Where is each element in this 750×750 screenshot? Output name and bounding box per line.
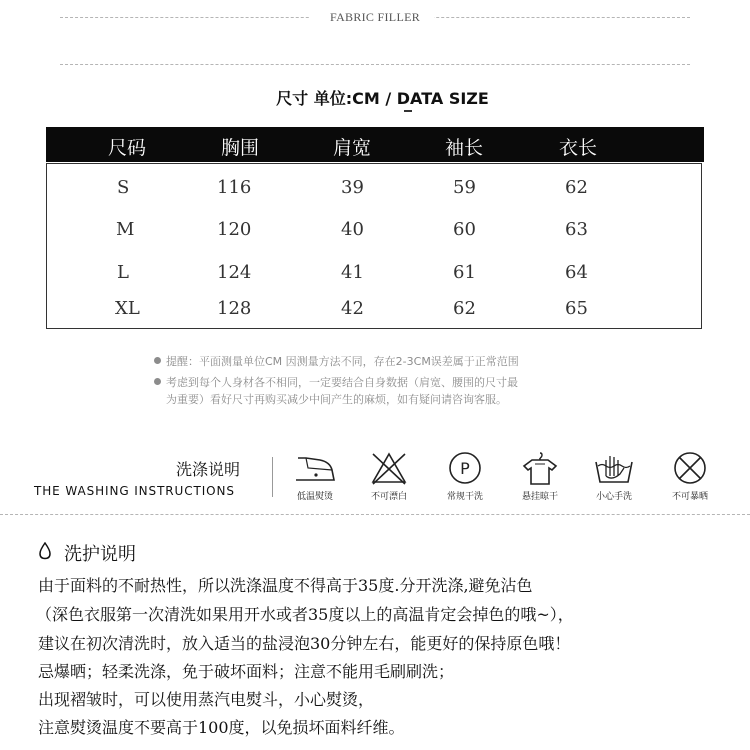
care-line: 由于面料的不耐热性，所以洗涤温度不得高于35度.分开洗涤,避免沾色 — [38, 576, 533, 595]
care-label-dry-clean: 常规干洗 — [446, 492, 483, 502]
washing-title-cn: 洗涤说明 — [176, 460, 241, 479]
measurement-note — [154, 353, 519, 369]
washing-bottom-dashed-line — [0, 514, 750, 515]
table-cell: 64 — [565, 262, 588, 283]
table-cell: 41 — [341, 262, 364, 283]
size-advice-note-continued: 为重要）看好尺寸再购买减少中间产生的麻烦，如有疑问请咨询客服。 — [166, 393, 507, 406]
table-cell: L — [117, 262, 129, 283]
table-cell: 61 — [453, 262, 476, 283]
care-title: 洗护说明 — [64, 544, 136, 565]
table-cell: 42 — [341, 298, 364, 319]
care-label-low-iron: 低温熨烫 — [296, 492, 333, 502]
care-line: 忌爆晒；轻柔洗涤，免于破坏面料；注意不能用毛刷刷洗； — [38, 662, 455, 681]
dry-clean-p-icon — [445, 450, 485, 486]
svg-text:P: P — [460, 459, 470, 478]
table-cell: 39 — [341, 177, 364, 198]
column-header-size: 尺码 — [108, 137, 147, 159]
water-drop-icon — [38, 542, 52, 560]
table-cell: 62 — [453, 298, 476, 319]
care-line: 出现褶皱时，可以使用蒸汽电熨斗，小心熨烫， — [38, 690, 375, 709]
table-cell: 116 — [217, 177, 252, 198]
care-label-no-sun: 不可暴晒 — [671, 492, 708, 502]
table-cell: 62 — [565, 177, 588, 198]
care-line: 建议在初次清洗时，放入适当的盐浸泡30分钟左右，能更好的保持原色哦！ — [38, 634, 571, 653]
column-header-length: 衣长 — [559, 137, 598, 159]
table-cell: XL — [115, 298, 140, 319]
washing-divider — [272, 457, 273, 497]
size-table-body — [46, 163, 702, 329]
title-underline-mark — [404, 110, 412, 112]
washing-title-en: THE WASHING INSTRUCTIONS — [34, 484, 235, 498]
header-label: FABRIC FILLER — [329, 10, 421, 24]
note-text: 考虑到每个人身材各不相同，一定要结合自身数据（肩宽、腰围的尺寸最 — [166, 376, 518, 389]
care-label-hang-dry: 悬挂晾干 — [521, 492, 558, 502]
hand-wash-icon — [592, 450, 636, 486]
hang-dry-icon — [518, 450, 562, 486]
header-bottom-dashed-line — [60, 64, 690, 65]
column-header-shoulder: 肩宽 — [333, 137, 372, 159]
table-cell: 120 — [217, 219, 252, 240]
table-cell: S — [117, 177, 130, 198]
table-cell: 40 — [341, 219, 364, 240]
no-bleach-icon — [369, 450, 409, 486]
column-header-sleeve: 袖长 — [445, 137, 484, 159]
care-line: 注意熨烫温度不要高于100度，以免损坏面料纤维。 — [38, 718, 405, 737]
size-table-header — [46, 127, 704, 162]
size-table-title: 尺寸 单位:CM / DATA SIZE — [276, 89, 489, 108]
table-cell: M — [116, 219, 135, 240]
table-cell: 63 — [565, 219, 588, 240]
note-text: 提醒：平面测量单位CM 因测量方法不同，存在2-3CM误差属于正常范围 — [166, 355, 519, 368]
iron-icon — [292, 450, 338, 486]
column-header-chest: 胸围 — [221, 137, 260, 159]
table-cell: 128 — [217, 298, 252, 319]
table-cell: 65 — [565, 298, 588, 319]
table-cell: 59 — [453, 177, 476, 198]
bullet-dot — [154, 378, 161, 385]
care-label-no-bleach: 不可漂白 — [370, 492, 407, 502]
care-label-hand-wash: 小心手洗 — [595, 492, 632, 502]
size-advice-note — [154, 374, 518, 390]
table-cell: 124 — [217, 262, 252, 283]
no-sun-icon — [670, 450, 710, 486]
bullet-dot — [154, 357, 161, 364]
table-cell: 60 — [453, 219, 476, 240]
care-line: （深色衣服第一次清洗如果用开水或者35度以上的高温肯定会掉色的哦~）， — [36, 605, 574, 624]
